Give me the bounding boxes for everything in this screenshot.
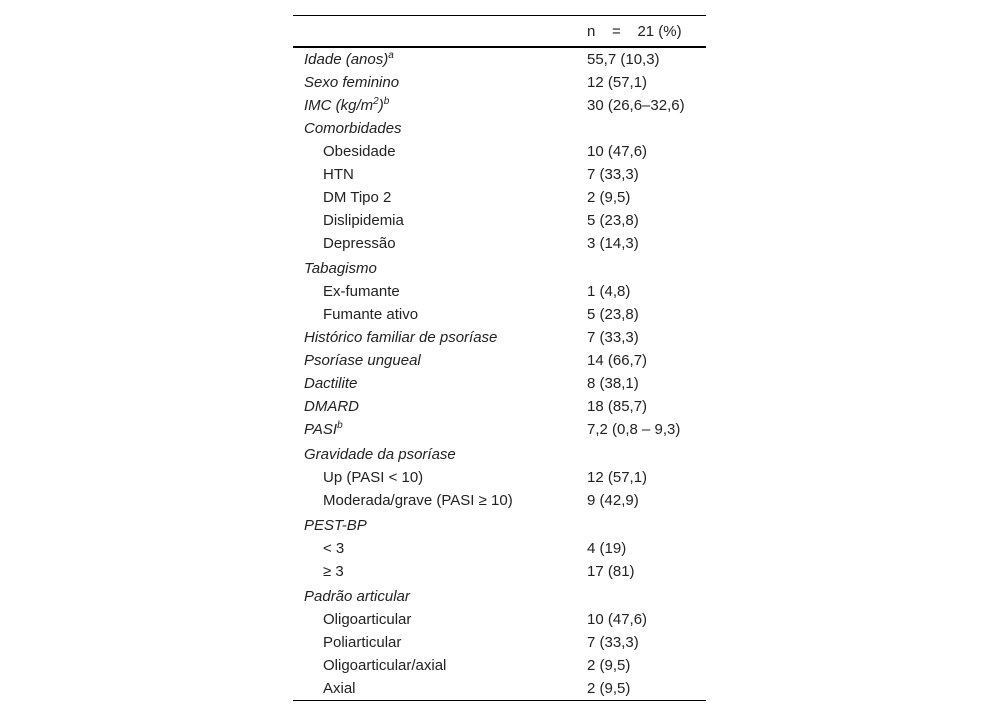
row-label-cell xyxy=(293,94,587,117)
table-row xyxy=(293,71,706,94)
row-label: < 3 xyxy=(323,539,345,557)
row-label-tail: ) xyxy=(378,96,384,114)
table-row xyxy=(293,395,706,418)
row-label-cell xyxy=(293,583,587,608)
table-row xyxy=(293,441,706,466)
row-label: IMC (kg/m xyxy=(304,96,374,114)
row-value-cell xyxy=(587,117,706,140)
row-value-cell xyxy=(587,512,706,537)
table-row xyxy=(293,94,706,117)
row-label: DMARD xyxy=(304,397,359,415)
table-row xyxy=(293,537,706,560)
row-label-cell xyxy=(293,303,587,326)
row-label-cell xyxy=(293,537,587,560)
table-row xyxy=(293,209,706,232)
row-value-cell: 2 (9,5) xyxy=(587,656,631,674)
row-label: Ex-fumante xyxy=(323,282,400,300)
row-label-cell xyxy=(293,326,587,349)
table-row xyxy=(293,326,706,349)
row-value-cell: 7 (33,3) xyxy=(587,328,639,346)
row-value-cell: 7 (33,3) xyxy=(587,165,639,183)
row-label: Psoríase ungueal xyxy=(304,351,421,369)
row-label: Poliarticular xyxy=(323,633,402,651)
row-value-cell: 17 (81) xyxy=(587,562,635,580)
row-value-cell: 3 (14,3) xyxy=(587,234,639,252)
row-value-cell xyxy=(587,441,706,466)
row-label: Idade (anos) xyxy=(304,50,389,68)
table-header xyxy=(293,16,706,48)
row-value-cell: 55,7 (10,3) xyxy=(587,50,660,68)
row-label-cell xyxy=(293,117,587,140)
row-label-cell xyxy=(293,608,587,631)
row-value-cell: 7 (33,3) xyxy=(587,633,639,651)
table-row xyxy=(293,677,706,701)
row-value-cell: 18 (85,7) xyxy=(587,397,648,415)
table-row xyxy=(293,349,706,372)
row-value-cell: 4 (19) xyxy=(587,539,627,557)
row-label: Dislipidemia xyxy=(323,211,404,229)
table-row xyxy=(293,186,706,209)
row-value-cell: 8 (38,1) xyxy=(587,374,639,392)
table-row xyxy=(293,583,706,608)
table-row xyxy=(293,654,706,677)
row-label-cell xyxy=(293,677,587,701)
table-row xyxy=(293,280,706,303)
characteristics-table-container xyxy=(293,15,706,701)
row-label: Oligoarticular xyxy=(323,610,412,628)
header-row xyxy=(293,16,706,48)
table-row xyxy=(293,560,706,583)
row-label-cell xyxy=(293,140,587,163)
row-label-cell xyxy=(293,280,587,303)
table-row xyxy=(293,47,706,71)
row-label-cell xyxy=(293,71,587,94)
row-value-cell: 1 (4,8) xyxy=(587,282,631,300)
table-row xyxy=(293,608,706,631)
row-label-cell xyxy=(293,418,587,441)
row-label: Padrão articular xyxy=(304,587,410,605)
row-label: Tabagismo xyxy=(304,259,377,277)
table-row xyxy=(293,489,706,512)
table-row xyxy=(293,140,706,163)
row-label-cell xyxy=(293,372,587,395)
row-footnote-marker: b xyxy=(337,419,343,431)
row-value-cell: 7,2 (0,8 – 9,3) xyxy=(587,420,681,438)
row-label: Dactilite xyxy=(304,374,358,392)
row-value-cell xyxy=(587,583,706,608)
table-body xyxy=(293,47,706,701)
table-row xyxy=(293,631,706,654)
row-value-cell: 10 (47,6) xyxy=(587,610,648,628)
row-label-cell xyxy=(293,186,587,209)
row-label: Oligoarticular/axial xyxy=(323,656,447,674)
table-row xyxy=(293,255,706,280)
table-row xyxy=(293,466,706,489)
row-footnote-marker: b xyxy=(383,95,390,107)
row-label: PEST-BP xyxy=(304,516,367,534)
row-label-cell xyxy=(293,163,587,186)
row-label-cell xyxy=(293,349,587,372)
row-label-cell xyxy=(293,654,587,677)
row-label: Sexo feminino xyxy=(304,73,400,91)
row-label-cell xyxy=(293,232,587,255)
row-label-cell xyxy=(293,209,587,232)
row-label: Moderada/grave (PASI ≥ 10) xyxy=(323,491,513,509)
characteristics-table xyxy=(293,15,706,701)
row-value-cell xyxy=(587,255,706,280)
row-value-cell: 2 (9,5) xyxy=(587,677,706,701)
row-footnote-marker: a xyxy=(388,49,394,61)
row-label: Depressão xyxy=(323,234,396,252)
row-label-cell xyxy=(293,395,587,418)
header-n-cell: n = 21 (%) xyxy=(587,16,706,48)
row-label: DM Tipo 2 xyxy=(323,188,392,206)
row-value-cell: 5 (23,8) xyxy=(587,305,639,323)
table-row xyxy=(293,372,706,395)
row-label-cell xyxy=(293,512,587,537)
row-label-cell xyxy=(293,489,587,512)
row-label: Axial xyxy=(323,679,356,697)
table-row xyxy=(293,163,706,186)
table-row xyxy=(293,117,706,140)
row-label: ≥ 3 xyxy=(323,562,344,580)
row-label-cell xyxy=(293,255,587,280)
row-label-cell xyxy=(293,466,587,489)
row-label: Comorbidades xyxy=(304,119,402,137)
row-label: PASI xyxy=(304,420,338,438)
row-label-exponent: 2 xyxy=(373,95,379,107)
row-label-cell xyxy=(293,560,587,583)
row-label: Obesidade xyxy=(323,142,396,160)
table-row xyxy=(293,418,706,441)
row-label: Fumante ativo xyxy=(323,305,419,323)
row-label: HTN xyxy=(323,165,354,183)
row-value-cell: 5 (23,8) xyxy=(587,211,639,229)
table-row xyxy=(293,232,706,255)
table-row xyxy=(293,512,706,537)
row-label: Histórico familiar de psoríase xyxy=(304,328,498,346)
row-label-cell xyxy=(293,47,587,71)
row-label: Gravidade da psoríase xyxy=(304,445,456,463)
row-value-cell: 12 (57,1) xyxy=(587,73,648,91)
row-value-cell: 30 (26,6–32,6) xyxy=(587,96,685,114)
row-value-cell: 12 (57,1) xyxy=(587,468,648,486)
row-value-cell: 2 (9,5) xyxy=(587,188,631,206)
row-label-cell xyxy=(293,441,587,466)
header-label-cell xyxy=(293,16,587,48)
row-label: Up (PASI < 10) xyxy=(323,468,424,486)
table-row xyxy=(293,303,706,326)
row-value-cell: 10 (47,6) xyxy=(587,142,648,160)
row-value-cell: 9 (42,9) xyxy=(587,491,639,509)
row-value-cell: 14 (66,7) xyxy=(587,351,648,369)
row-label-cell xyxy=(293,631,587,654)
